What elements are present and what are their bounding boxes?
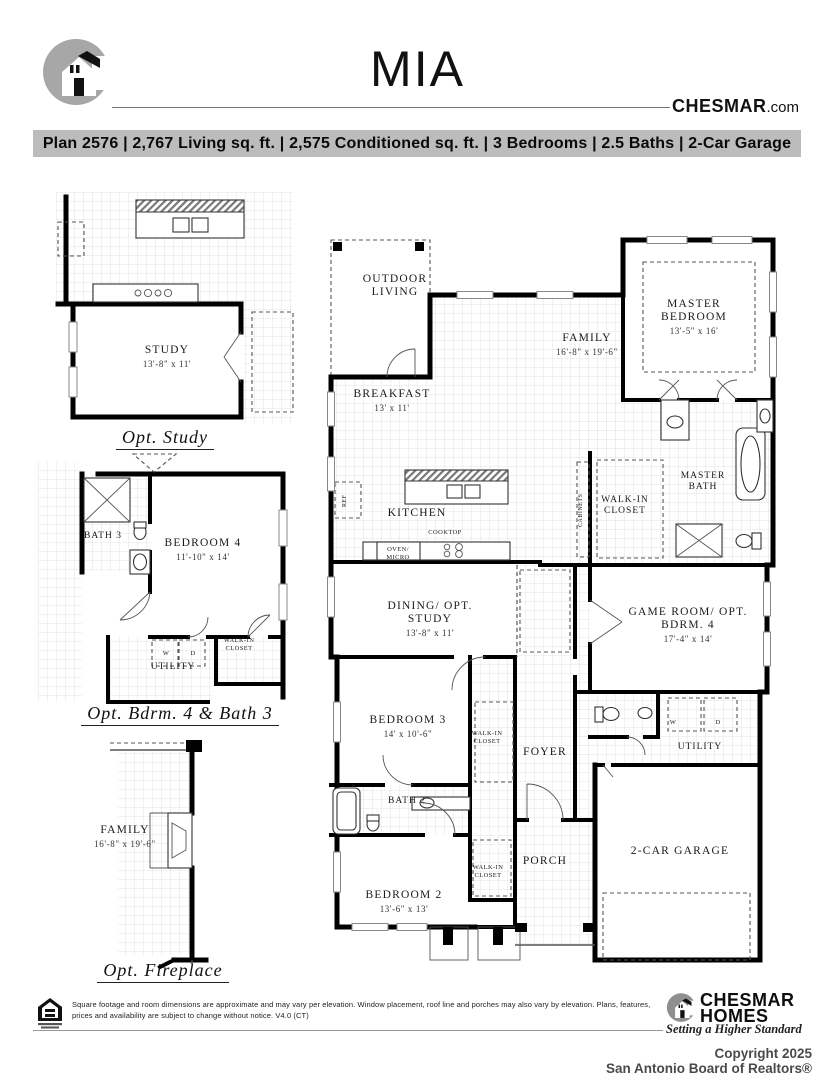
opt-fireplace-caption: Opt. Fireplace: [83, 960, 243, 981]
opt-study-drawing: [38, 192, 293, 437]
opt-study-caption: Opt. Study: [85, 427, 245, 448]
game-room-label: GAME ROOM/ OPT. BDRM. 4 17'-4" x 14': [628, 606, 748, 644]
foyer-label: FOYER: [523, 746, 567, 758]
header-rule: [112, 107, 670, 108]
kitchen-island: [405, 470, 508, 504]
bedroom3-label: BEDROOM 3 14' x 10'-6": [369, 714, 447, 739]
dining-label: DINING/ OPT. STUDY 13'-8" x 11': [387, 600, 473, 638]
opt-walkin-closet-label: WALK-IN CLOSET: [223, 637, 255, 652]
opt-washer-label: W: [162, 650, 170, 657]
ref-label: REF: [342, 494, 348, 508]
opt-study-counter: [93, 284, 198, 302]
opt-fireplace-drawing: [80, 735, 250, 970]
website-tld: .com: [766, 99, 800, 116]
garage-label: 2-CAR GARAGE: [630, 845, 730, 857]
plan-spec-banner: [33, 130, 801, 157]
opt-study-room-label: STUDY 13'-8" x 11': [142, 344, 192, 369]
breakfast-label: BREAKFAST 13' x 11': [353, 388, 431, 413]
washer-label: W: [669, 719, 677, 726]
opt-study-kitchen-island: [136, 200, 244, 238]
page-title: MIA: [370, 41, 465, 97]
equal-housing-icon: [36, 997, 64, 1031]
master-closet-label: WALK-IN CLOSET: [601, 495, 649, 516]
chesmar-homes-logo-icon: [666, 992, 698, 1024]
opt-bath3-label: BATH 3: [84, 531, 122, 541]
bath2-label: BATH 2: [388, 796, 426, 806]
website-name: CHESMAR: [672, 96, 767, 116]
family-label: FAMILY 16'-8" x 19'-6": [556, 332, 618, 357]
website-link[interactable]: [672, 96, 812, 117]
footer-rule: [33, 1030, 663, 1031]
plan-spec-text: Plan 2576 | 2,767 Living sq. ft. | 2,575 Conditioned sq. ft. | 3 Bedrooms | 2.5 Baths | 2-Car Garage: [42, 134, 792, 152]
opt-fireplace-room-label: FAMILY 16'-8" x 19'-6": [94, 824, 156, 849]
disclaimer-text: Square footage and room dimensions are approximate and may vary per elevation. Window placement, roof line and porches may also vary by elevation. Plans, features, prices and availability are subject to change without notice. V4.0 (CT): [72, 1000, 651, 1020]
oven-micro-label: OVEN/ MICRO: [386, 546, 410, 561]
porch-label: PORCH: [522, 855, 568, 867]
cooktop-label: COOKTOP: [428, 529, 462, 536]
utility-label: UTILITY: [677, 742, 723, 752]
kitchen-label: KITCHEN: [387, 507, 447, 519]
master-bedroom-label: MASTER BEDROOM 13'-5" x 16': [661, 298, 727, 336]
bedroom3-closet-label: WALK-IN CLOSET: [471, 730, 503, 745]
bedroom2-label: BEDROOM 2 13'-6" x 13': [365, 889, 443, 914]
cabinets-label: CABINETS: [578, 493, 584, 527]
copyright-text: Copyright 2025 San Antonio Board of Realtors®: [606, 1046, 812, 1076]
opt-dryer-label: D: [190, 650, 196, 657]
opt-bdrm4-caption: Opt. Bdrm. 4 & Bath 3: [70, 703, 290, 724]
bedroom2-closet-label: WALK-IN CLOSET: [472, 864, 504, 879]
outdoor-living-label: OUTDOOR LIVING: [362, 273, 428, 298]
opt-utility-label: UTILITY: [150, 662, 196, 672]
chesmar-tagline: Setting a Higher Standard: [666, 1022, 802, 1036]
dryer-label: D: [715, 719, 721, 726]
opt-bdrm4-drawing: [38, 452, 293, 712]
chesmar-homes-wordmark: CHESMAR HOMES: [700, 990, 795, 1026]
opt-bdrm4-room-label: BEDROOM 4 11'-10" x 14': [164, 537, 242, 562]
master-bath-label: MASTER BATH: [680, 471, 726, 492]
